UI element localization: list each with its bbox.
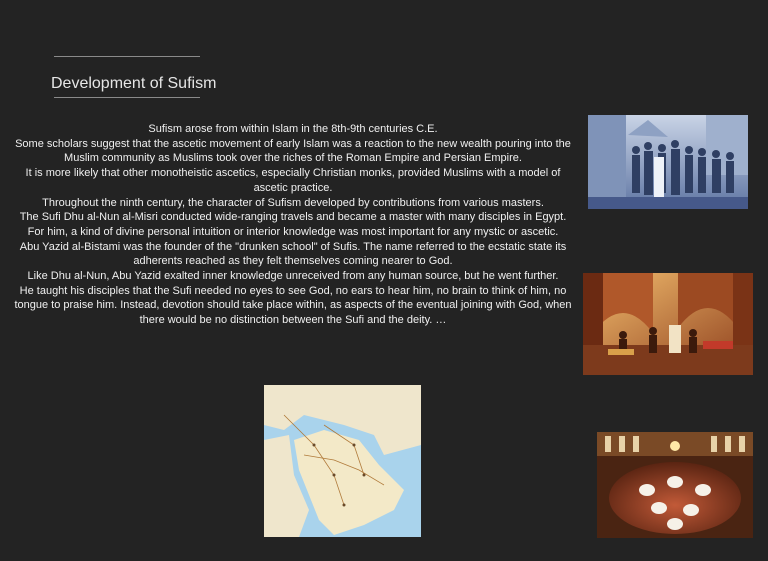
- paragraph: It is more likely that other monotheistic ascetics, especially Christian monks, provided Muslims with a model of ascetic practice.: [25, 167, 561, 194]
- title-underline: [54, 97, 200, 98]
- paragraph: Some scholars suggest that the ascetic movement of early Islam was a reaction to the new wealth pouring into the Muslim community as Muslims took over the riches of the Roman Empire and Persian Empire.: [15, 137, 571, 165]
- paragraph: Sufism arose from within Islam in the 8th-9th centuries C.E.: [148, 123, 438, 135]
- paragraph: Throughout the ninth century, the character of Sufism developed by contributions from various masters.: [42, 196, 544, 209]
- bazaar-painting-image: [583, 273, 753, 375]
- slide-title: Development of Sufism: [51, 75, 217, 92]
- paragraph: Like Dhu al-Nun, Abu Yazid exalted inner knowledge unreceived from any human source, but he went further.: [27, 270, 559, 283]
- slide-body: [8, 122, 578, 328]
- paragraph: He taught his disciples that the Sufi needed no eyes to see God, no ears to hear him, no brain to think of him, no tongue to praise him. Instead, devotion should take place within, as aspects of the eventual joining with God, when there would be no distinction between the Sufi and the deity. …: [14, 284, 572, 327]
- dervishes-photo-image: [597, 432, 753, 538]
- paragraph: For him, a kind of divine personal intuition or interior knowledge was most important for any mystic or ascetic.: [27, 225, 559, 238]
- paragraph: The Sufi Dhu al-Nun al-Misri conducted wide-ranging travels and became a master with many disciples in Egypt.: [19, 211, 567, 224]
- arabian-map-image: [264, 385, 421, 537]
- top-divider: [54, 56, 200, 57]
- paragraph: Abu Yazid al-Bistami was the founder of the "drunken school" of Sufis. The name referred to the ecstatic state its adherents reached as they felt themselves coming nearer to God.: [19, 240, 567, 268]
- procession-image: [588, 115, 748, 209]
